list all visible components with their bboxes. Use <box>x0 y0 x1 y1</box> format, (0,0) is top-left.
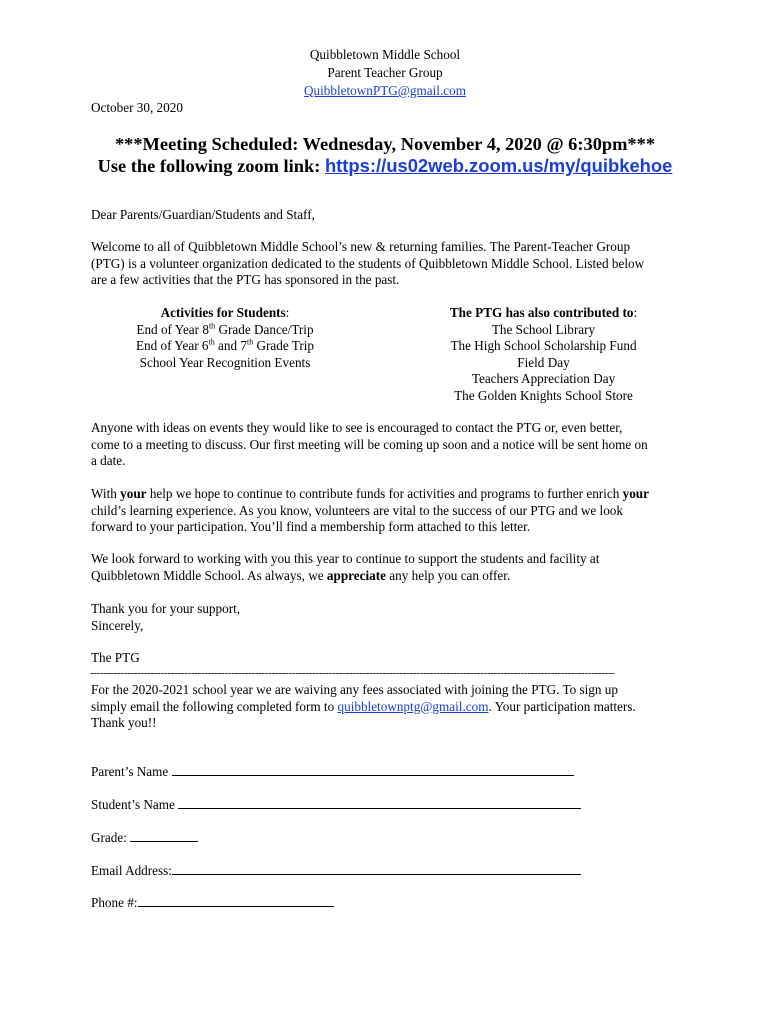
dashed-divider: ------------------------------------------------------------------------------------------------------------------------------------------------------------ <box>90 667 615 679</box>
group-name: Parent Teacher Group <box>327 65 443 80</box>
greeting: Dear Parents/Guardian/Students and Staff, <box>91 207 315 222</box>
contributions-heading: The PTG has also contributed to <box>449 305 634 320</box>
intro-paragraph <box>91 239 691 289</box>
help-text: help we hope to continue to contribute funds for activities and programs to further enrich <box>146 486 623 501</box>
contributions-heading-row <box>400 305 687 322</box>
intro-line: (PTG) is a volunteer organization dedicated to the students of Quibbletown Middle School. Listed below <box>91 255 645 271</box>
help-bold: your <box>120 486 147 501</box>
closing-signature: The PTG <box>91 650 140 665</box>
grade-blank[interactable] <box>130 830 198 842</box>
heading-colon: : <box>633 305 638 320</box>
phone-blank[interactable] <box>138 895 334 907</box>
grade-label: Grade: <box>91 830 127 845</box>
contribution-item: The High School Scholarship Fund <box>450 338 637 354</box>
header-email-row <box>0 83 770 100</box>
help-line: child’s learning experience. As you know, volunteers are vital to the success of our PTG and we look <box>91 502 623 518</box>
zoom-line-prefix: Use the following zoom link: <box>97 156 321 176</box>
activity-item <box>100 322 350 339</box>
zoom-line <box>0 155 770 177</box>
form-intro-text: simply email the following completed form to <box>91 698 338 714</box>
closing-thanks: Thank you for your support, <box>91 601 241 616</box>
zoom-link[interactable]: https://us02web.zoom.us/my/quibkehoe <box>324 155 673 176</box>
activities-list <box>100 305 350 371</box>
contribution-item: The School Library <box>491 321 596 337</box>
contributions-list <box>400 305 687 405</box>
meeting-title: ***Meeting Scheduled: Wednesday, November 4, 2020 @ 6:30pm*** <box>114 134 656 154</box>
activities-heading: Activities for Students <box>160 305 286 320</box>
form-intro-line: Thank you!! <box>91 715 157 731</box>
ideas-line: Anyone with ideas on events they would like to see is encouraged to contact the PTG or, even better, <box>91 420 623 435</box>
parent-name-label: Parent’s Name <box>91 764 169 779</box>
activity-text: Grade Trip <box>253 338 315 354</box>
contribution-item: The Golden Knights School Store <box>454 387 633 403</box>
ordinal-suffix: th <box>246 337 254 347</box>
letter-date: October 30, 2020 <box>91 100 183 115</box>
school-name: Quibbletown Middle School <box>309 47 461 62</box>
form-intro <box>91 682 691 732</box>
contribution-item: Field Day <box>517 354 570 370</box>
email-address-blank[interactable] <box>172 863 581 875</box>
forward-text: Quibbletown Middle School. As always, we <box>91 567 327 583</box>
ordinal-suffix: th <box>208 321 216 331</box>
ideas-paragraph <box>91 420 691 470</box>
forward-paragraph <box>91 551 691 584</box>
activity-item: School Year Recognition Events <box>139 354 311 370</box>
phone-field <box>91 895 334 912</box>
student-name-field <box>91 797 581 814</box>
form-intro-text: . Your participation matters. <box>488 698 636 714</box>
activity-text: and 7 <box>214 338 247 354</box>
help-text: With <box>91 486 121 501</box>
forward-line: We look forward to working with you this year to continue to support the students and facility at <box>91 551 600 566</box>
heading-colon: : <box>285 305 290 320</box>
help-bold: your <box>622 486 649 501</box>
form-intro-line <box>91 699 691 716</box>
form-intro-line: For the 2020-2021 school year we are waiving any fees associated with joining the PTG. To sign up <box>91 682 618 697</box>
student-name-label: Student’s Name <box>91 797 175 812</box>
contribution-item: Teachers Appreciation Day <box>471 371 616 387</box>
help-line: forward to your participation. You’ll find a membership form attached to this letter. <box>91 519 531 535</box>
help-paragraph <box>91 486 691 536</box>
activity-text: End of Year 6 <box>135 338 209 354</box>
student-name-blank[interactable] <box>178 797 581 809</box>
forward-line <box>91 568 691 585</box>
parent-name-blank[interactable] <box>172 764 574 776</box>
activity-item <box>100 338 350 355</box>
forward-bold: appreciate <box>326 567 386 583</box>
activities-heading-row <box>100 305 350 322</box>
intro-line: Welcome to all of Quibbletown Middle School’s new & returning families. The Parent-Teacher Group <box>91 239 631 254</box>
activity-text: Grade Dance/Trip <box>215 321 314 337</box>
activity-text: End of Year 8 <box>136 321 209 337</box>
intro-line: are a few activities that the PTG has sponsored in the past. <box>91 272 400 288</box>
ideas-line: a date. <box>91 453 126 469</box>
grade-field <box>91 830 198 847</box>
header-email-link[interactable]: QuibbletownPTG@gmail.com <box>304 83 466 98</box>
email-address-field <box>91 863 581 880</box>
ordinal-suffix: th <box>208 337 215 347</box>
phone-label: Phone #: <box>91 895 138 910</box>
ideas-line: come to a meeting to discuss. Our first meeting will be coming up soon and a notice will be sent home on <box>91 436 648 452</box>
form-email-link[interactable]: quibbletownptg@gmail.com <box>337 698 489 714</box>
parent-name-field <box>91 764 574 781</box>
email-address-label: Email Address: <box>91 863 172 878</box>
closing-sincerely: Sincerely, <box>91 618 144 633</box>
help-line <box>91 486 691 503</box>
forward-text: any help you can offer. <box>385 567 511 583</box>
